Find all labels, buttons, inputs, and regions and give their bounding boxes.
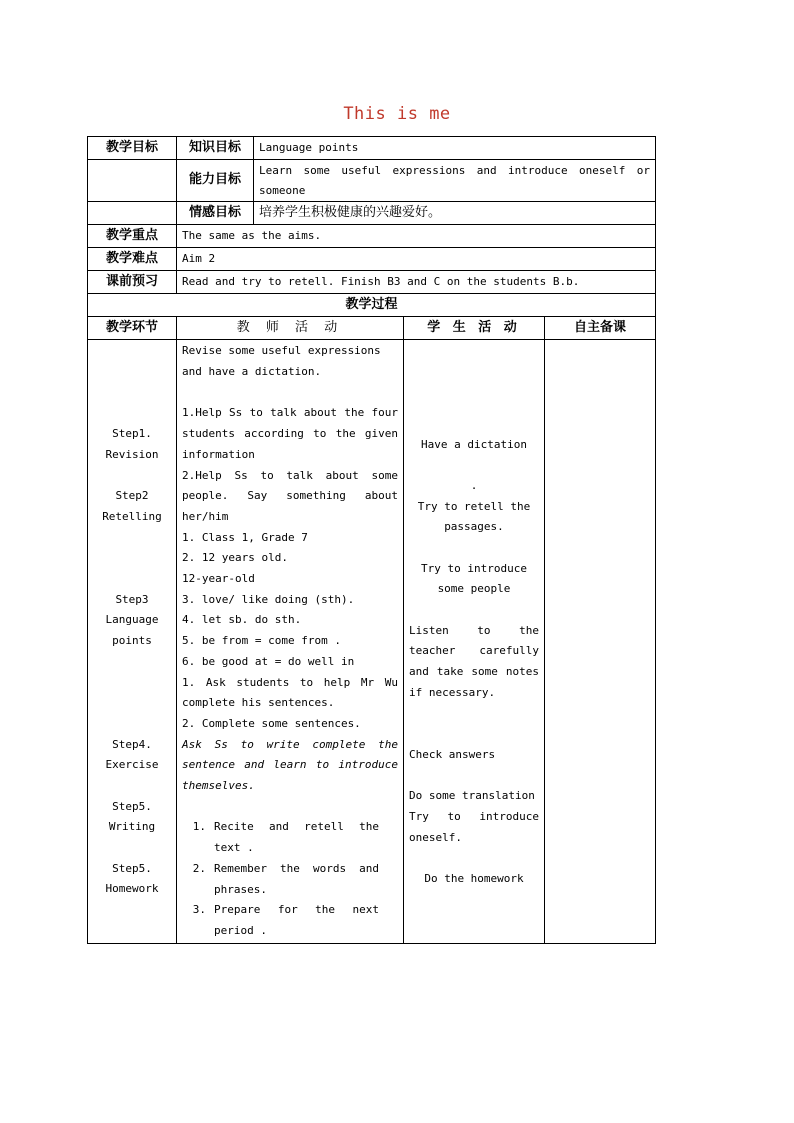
teacher-activity-line: students according to the given xyxy=(182,427,398,441)
table-row xyxy=(88,137,656,160)
process-title: 教学过程 xyxy=(88,294,656,317)
empty-cell xyxy=(88,160,177,202)
header-teacher: 教 师 活 动 xyxy=(177,317,404,340)
step-label xyxy=(93,569,171,590)
teacher-activity-line: her/him xyxy=(182,509,229,523)
homework-text: Prepare for the next xyxy=(214,903,379,917)
step-label xyxy=(93,652,171,673)
teacher-activity-line: complete his sentences. xyxy=(182,696,335,710)
teacher-activity-line: information xyxy=(182,447,255,461)
homework-line: period . xyxy=(214,923,267,937)
table-row xyxy=(88,160,656,202)
table-row xyxy=(88,248,656,271)
table-row xyxy=(88,271,656,294)
empty-cell xyxy=(88,202,177,225)
difficulty-label: 教学难点 xyxy=(88,248,177,271)
homework-line xyxy=(182,900,398,921)
homework-number: 3. xyxy=(192,903,206,917)
homework-line: text . xyxy=(214,841,254,855)
teacher-activity-line: people. Say something about xyxy=(182,489,398,503)
teacher-activity-line: 12-year-old xyxy=(182,572,255,586)
step-label xyxy=(93,776,171,797)
student-activity-line: Do the homework xyxy=(424,872,524,886)
table-row xyxy=(88,340,656,944)
homework-line xyxy=(182,817,398,838)
table-row xyxy=(88,202,656,225)
header-student: 学 生 活 动 xyxy=(404,317,545,340)
student-activity-line: Do some translation xyxy=(409,789,535,803)
student-activity-line xyxy=(409,455,539,476)
step-label: Retelling xyxy=(102,509,162,523)
student-activity-line: . xyxy=(470,478,478,492)
ability-label: 能力目标 xyxy=(177,160,254,202)
knowledge-text: Language points xyxy=(254,137,656,160)
student-activity-line: teacher carefully xyxy=(409,644,539,658)
teacher-activity-line: 1.Help Ss to talk about the four xyxy=(182,406,398,420)
homework-number: 1. xyxy=(192,820,206,834)
student-activity-line: Try to introduce xyxy=(421,561,527,575)
step-label xyxy=(93,383,171,404)
student-activity-line: if necessary. xyxy=(409,685,496,699)
teacher-activity-line: Ask Ss to write complete the xyxy=(182,737,398,751)
teacher-activity-line: 3. love/ like doing (sth). xyxy=(182,592,355,606)
student-activity-line: passages. xyxy=(444,520,504,534)
header-self-prep: 自主备课 xyxy=(545,317,656,340)
step-label xyxy=(93,528,171,549)
step-column xyxy=(88,340,177,944)
teacher-activity-line: themselves. xyxy=(182,779,255,793)
teacher-activity-line: 2. 12 years old. xyxy=(182,551,288,565)
student-activity-line xyxy=(409,393,539,414)
teacher-activity-line: 1. Ask students to help Mr Wu xyxy=(182,675,398,689)
self-prep-column xyxy=(545,340,656,944)
step-label: Exercise xyxy=(105,758,159,772)
step-label: Step2 xyxy=(115,489,149,503)
teacher-activity-line: 2.Help Ss to talk about some xyxy=(182,468,398,482)
step-label: Step5. xyxy=(112,861,152,875)
step-label xyxy=(93,693,171,714)
homework-number: 2. xyxy=(192,861,206,875)
teacher-activity-line xyxy=(182,383,398,404)
homework-line xyxy=(182,859,398,880)
preview-label: 课前预习 xyxy=(88,271,177,294)
teacher-activity-line: 2. Complete some sentences. xyxy=(182,716,361,730)
step-label xyxy=(93,714,171,735)
emotion-label: 情感目标 xyxy=(177,202,254,225)
key-text: The same as the aims. xyxy=(177,225,656,248)
student-activity-line: Try to introduce xyxy=(409,810,539,824)
teacher-activity-line: 5. be from = come from . xyxy=(182,634,341,648)
table-header-row xyxy=(88,317,656,340)
student-activity-line xyxy=(409,414,539,435)
student-activity-line xyxy=(409,766,539,787)
ability-text: Learn some useful expressions and introduce oneself or someone xyxy=(254,160,656,202)
steps-list xyxy=(93,383,171,900)
key-label: 教学重点 xyxy=(88,225,177,248)
step-label: Step4. xyxy=(112,737,152,751)
homework-text: Recite and retell the xyxy=(214,820,379,834)
step-label: Step3 xyxy=(115,592,149,606)
emotion-text: 培养学生积极健康的兴趣爱好。 xyxy=(254,202,656,225)
student-activity-line: some people xyxy=(437,582,511,596)
homework-text: Remember the words and xyxy=(214,861,379,875)
header-step: 教学环节 xyxy=(88,317,177,340)
student-activity-line xyxy=(409,600,539,621)
step-label: Revision xyxy=(105,447,159,461)
step-label xyxy=(93,673,171,694)
teacher-activity-line: and have a dictation. xyxy=(182,365,322,379)
student-activity-line: Try to retell the xyxy=(417,499,531,513)
step-label: Homework xyxy=(105,882,159,896)
student-activity-line: Have a dictation xyxy=(421,437,527,451)
teacher-activity-line: 1. Class 1, Grade 7 xyxy=(182,530,308,544)
teacher-activity-line: Revise some useful expressions xyxy=(182,344,381,358)
table-row xyxy=(88,225,656,248)
student-activity-line xyxy=(409,848,539,869)
teacher-column xyxy=(177,340,404,944)
step-label: points xyxy=(112,634,152,648)
student-activity-line: Check answers xyxy=(409,747,496,761)
student-activity-line xyxy=(409,704,539,725)
student-activity-line: Listen to the xyxy=(409,623,539,637)
step-label xyxy=(93,403,171,424)
student-activity-line: oneself. xyxy=(409,830,462,844)
student-list xyxy=(409,393,539,890)
step-label xyxy=(93,466,171,487)
student-activity-line: and take some notes xyxy=(409,665,539,679)
step-label xyxy=(93,838,171,859)
goals-label: 教学目标 xyxy=(88,137,177,160)
teacher-activity-line: sentence and learn to introduce xyxy=(182,758,398,772)
knowledge-label: 知识目标 xyxy=(177,137,254,160)
student-column xyxy=(404,340,545,944)
difficulty-text: Aim 2 xyxy=(177,248,656,271)
document-title: This is me xyxy=(343,104,451,124)
teacher-list xyxy=(182,341,398,817)
teacher-activity-line: 6. be good at = do well in xyxy=(182,654,355,668)
homework-list xyxy=(182,817,398,941)
student-activity-line xyxy=(409,538,539,559)
student-activity-line xyxy=(409,724,539,745)
step-label: Language xyxy=(105,613,159,627)
step-label: Step5. xyxy=(112,799,152,813)
step-label: Step1. xyxy=(112,427,152,441)
teacher-activity-line: 4. let sb. do sth. xyxy=(182,613,302,627)
step-label xyxy=(93,548,171,569)
lesson-plan-table xyxy=(87,136,656,944)
step-label: Writing xyxy=(108,820,156,834)
teacher-activity-line xyxy=(182,797,398,818)
preview-text: Read and try to retell. Finish B3 and C on the students B.b. xyxy=(177,271,656,294)
homework-line: phrases. xyxy=(214,882,267,896)
table-row xyxy=(88,294,656,317)
